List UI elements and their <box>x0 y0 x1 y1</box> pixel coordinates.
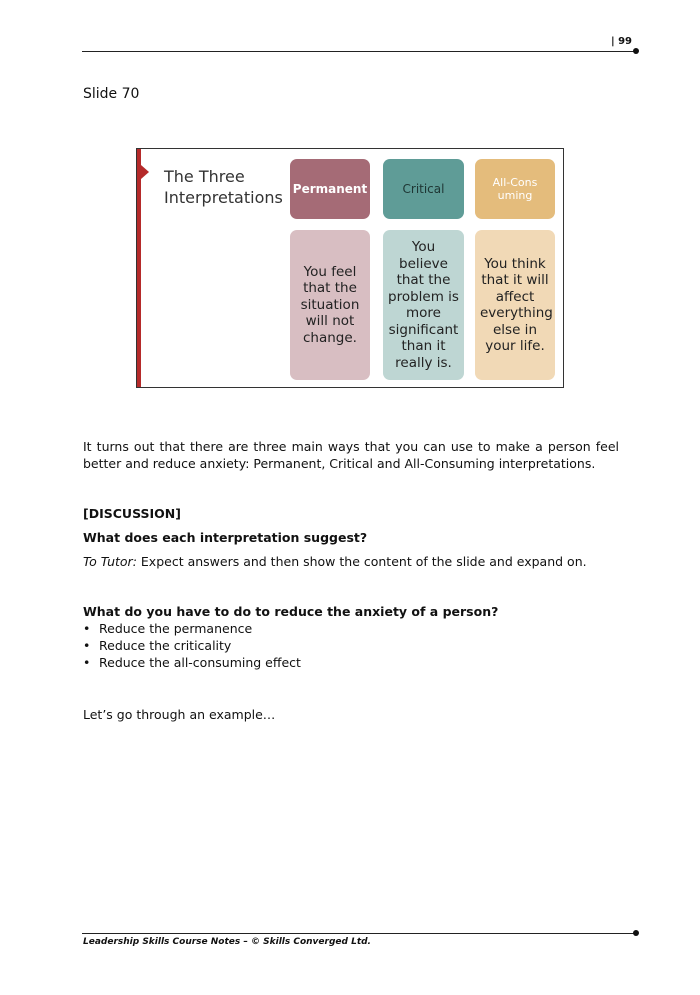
tutor-text: Expect answers and then show the content of the slide and expand on. <box>136 554 587 569</box>
list-item <box>83 637 301 654</box>
all-consuming-heading-text: All-Consuming <box>492 176 538 202</box>
slide-arrow-icon <box>141 165 149 179</box>
footer-rule <box>82 933 636 934</box>
permanent-heading: Permanent <box>290 159 370 219</box>
list-item <box>83 620 301 637</box>
slide-title: The Three Interpretations <box>164 167 283 207</box>
bullet-icon: • <box>83 638 91 653</box>
slide-accent-bar <box>137 149 141 387</box>
slide-image <box>136 148 564 388</box>
critical-description-text: You believe that the problem is more significant than it really is. <box>388 239 459 371</box>
tutor-label: To Tutor: <box>83 554 137 569</box>
intro-paragraph: It turns out that there are three main ways that you can use to make a person feel better and reduce anxiety: Permanent, Critical and All-Consuming interpretations. <box>83 439 619 471</box>
permanent-description <box>290 230 370 380</box>
all-consuming-description <box>475 230 555 380</box>
list-item-text: Reduce the permanence <box>99 621 253 636</box>
all-consuming-heading <box>475 159 555 219</box>
page-number: | 99 <box>610 36 632 47</box>
list-item-text: Reduce the criticality <box>99 638 232 653</box>
slide-label: Slide 70 <box>83 86 140 102</box>
example-paragraph: Let’s go through an example… <box>83 707 276 722</box>
question-interpretation: What does each interpretation suggest? <box>83 530 368 545</box>
bullet-icon: • <box>83 655 91 670</box>
bullet-icon: • <box>83 621 91 636</box>
critical-description <box>383 230 464 380</box>
footer-rule-dot <box>633 930 639 936</box>
list-item <box>83 654 301 671</box>
header-rule-dot <box>633 48 639 54</box>
footer-text: Leadership Skills Course Notes – © Skills Converged Ltd. <box>83 937 371 947</box>
discussion-label: [DISCUSSION] <box>83 506 181 521</box>
tutor-note <box>83 553 619 570</box>
list-item-text: Reduce the all-consuming effect <box>99 655 301 670</box>
bullet-list <box>83 620 301 671</box>
critical-heading: Critical <box>383 159 464 219</box>
all-consuming-description-text: You think that it will affect everything else in your life. <box>480 255 553 354</box>
question-reduce-anxiety: What do you have to do to reduce the anxiety of a person? <box>83 604 499 619</box>
permanent-description-text: You feel that the situation will not change. <box>300 263 360 346</box>
header-rule <box>82 51 636 52</box>
